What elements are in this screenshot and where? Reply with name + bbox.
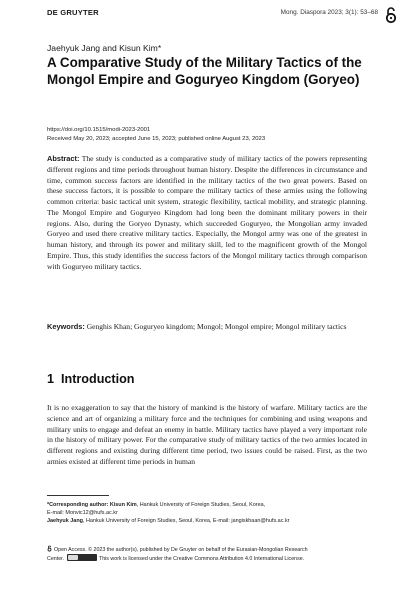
open-access-line2-prefix: Center.: [47, 556, 65, 563]
section-heading: [47, 372, 134, 386]
page-header: [47, 8, 400, 22]
open-access-small-icon: [47, 545, 52, 552]
open-access-icon: [384, 6, 398, 24]
section-body: It is no exaggeration to say that the history of mankind is the history of warfare. Military tactics are the science and art of organizing a military force and the techniques for combining and using weapons and military units to engage and defeat an enemy in battle. Military tactics have played a very important role in the history of military power. For the comparative study of military tactics of the two armies located in different regions and existing during different time period, two issues could be raised. First, as the two armies existed at different time periods in human: [47, 403, 367, 466]
journal-reference: Mong. Diaspora 2023; 3(1): 53–68: [280, 9, 378, 16]
publisher-name: DE GRUYTER: [47, 8, 99, 17]
keywords: [47, 322, 367, 333]
article-authors: Jaehyuk Jang and Kisun Kim*: [47, 43, 162, 53]
open-access-notice: [47, 545, 367, 564]
keywords-text: Genghis Khan; Goguryeo kingdom; Mongol; Mongol empire; Mongol military tactics: [86, 322, 347, 331]
corresponding-author-note: [47, 501, 367, 509]
article-dates: Received May 20, 2023; accepted June 15, 2023; published online August 23, 2023: [47, 135, 266, 142]
keywords-label: Keywords:: [47, 322, 85, 331]
abstract: [47, 154, 367, 272]
corresponding-author-affiliation: , Hankuk University of Foreign Studies, Seoul, Korea,: [136, 502, 266, 508]
second-author-affiliation: , Hankuk University of Foreign Studies, Seoul, Korea, E-mail: jangiskhaan@hufs.ac.kr: [82, 518, 290, 525]
doi-link[interactable]: https://doi.org/10.1515/modi-2023-2001: [47, 127, 151, 133]
article-meta: [47, 126, 265, 143]
section-number: 1: [47, 372, 55, 386]
section-title: Introduction: [61, 372, 135, 386]
second-author-label: Jaehyuk Jang: [47, 518, 83, 525]
open-access-line1: Open Access. © 2023 the author(s), published by De Gruyter on behalf of the Eurasian-Mongolian Research: [54, 547, 308, 553]
corresponding-author-label: *Corresponding author: Kisun Kim: [47, 502, 137, 508]
second-author-note: [47, 517, 367, 525]
corresponding-author-email: E-mail: Monvic12@hufs.ac.kr: [47, 510, 118, 517]
cc-by-license-badge[interactable]: [67, 554, 97, 561]
abstract-label: Abstract:: [47, 154, 80, 163]
footnotes: [47, 501, 367, 526]
abstract-text: The study is conducted as a comparative study of military tactics of the powers representing different regions and time periods throughout human history. Despite the differences in circumstance and time, common success factors are identified in the military tactics of the two great powers. Based on these success factors, it is possible to compare the military tactics of these armies using the following common criteria: basic tactical unit system, strategic flexibility, tactical mobility, and strategic planning. The Mongol Empire and Goguryeo Kingdom had long been the dominant military powers in their regions. Also, during the Goryeo Dynasty, which succeeded Goguryeo, the Mongolian army invaded Goryeo and used there creative military tactics. Especially, the Mongol army was one of the greatest in human history, and through its power and military skill, led to the magnificent growth of the Mongol Empire. Thus, this study identifies the success factors of the Mongol military tactics through comparison with Goguryeo military tactics.: [47, 154, 367, 271]
article-title: A Comparative Study of the Military Tactics of the Mongol Empire and Goguryeo Kingdom (Goryeo): [47, 55, 362, 87]
footnote-divider: [47, 495, 109, 496]
open-access-license-text: This work is licensed under the Creative Commons Attribution 4.0 International License.: [98, 556, 305, 563]
